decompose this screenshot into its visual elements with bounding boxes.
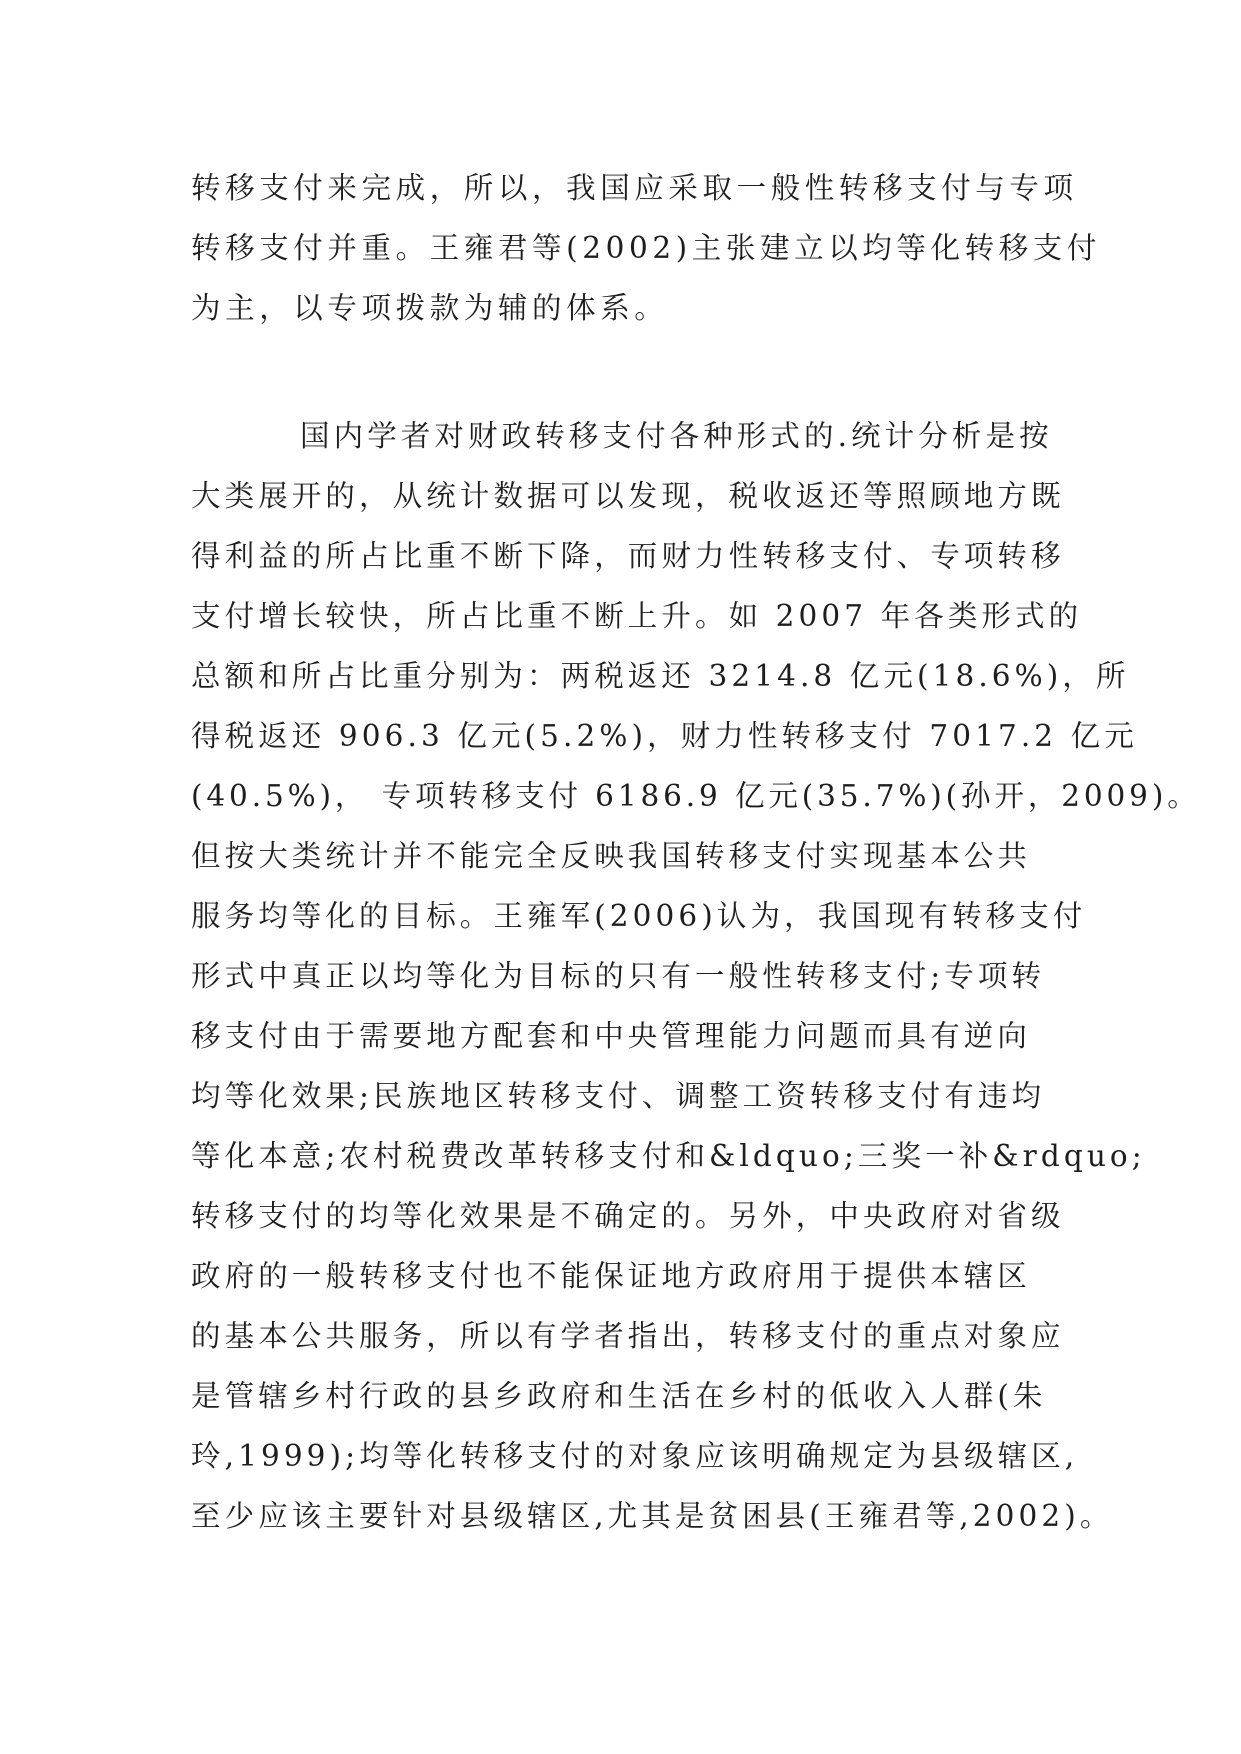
paragraph-line: (40.5%)， 专项转移支付 6186.9 亿元(35.7%)(孙开，2009)。	[191, 779, 1201, 813]
paragraph-line: 转移支付的均等化效果是不确定的。另外，中央政府对省级	[191, 1199, 1065, 1233]
paragraph-line: 得利益的所占比重不断下降，而财力性转移支付、专项转移	[191, 539, 1065, 573]
paragraph-line: 转移支付来完成，所以，我国应采取一般性转移支付与专项	[191, 171, 1078, 205]
paragraph-line: 是管辖乡村行政的县乡政府和生活在乡村的低收入人群(朱	[191, 1379, 1047, 1413]
paragraph-line: 转移支付并重。王雍君等(2002)主张建立以均等化转移支付	[191, 231, 1101, 265]
paragraph-line: 等化本意;农村税费改革转移支付和&ldquo;三奖一补&rdquo;	[191, 1139, 1146, 1173]
paragraph-line: 大类展开的，从统计数据可以发现，税收返还等照顾地方既	[191, 479, 1065, 513]
paragraph-line: 总额和所占比重分别为：两税返还 3214.8 亿元(18.6%)，所	[191, 659, 1130, 693]
paragraph-line: 形式中真正以均等化为目标的只有一般性转移支付;专项转	[191, 959, 1046, 993]
paragraph-line: 至少应该主要针对县级辖区,尤其是贫困县(王雍君等,2002)。	[191, 1499, 1114, 1533]
paragraph-line: 均等化效果;民族地区转移支付、调整工资转移支付有违均	[191, 1079, 1046, 1113]
paragraph-line: 但按大类统计并不能完全反映我国转移支付实现基本公共	[191, 839, 1032, 873]
paragraph-line: 服务均等化的目标。王雍军(2006)认为，我国现有转移支付	[191, 899, 1087, 933]
paragraph-line: 政府的一般转移支付也不能保证地方政府用于提供本辖区	[191, 1259, 1032, 1293]
paragraph-line: 得税返还 906.3 亿元(5.2%)，财力性转移支付 7017.2 亿元	[191, 719, 1138, 753]
paragraph-line: 国内学者对财政转移支付各种形式的.统计分析是按	[300, 419, 1053, 453]
paragraph-line: 玲,1999);均等化转移支付的对象应该明确规定为县级辖区,	[191, 1439, 1079, 1473]
paragraph-line: 的基本公共服务，所以有学者指出，转移支付的重点对象应	[191, 1319, 1065, 1353]
paragraph-line: 移支付由于需要地方配套和中央管理能力问题而具有逆向	[191, 1019, 1032, 1053]
paragraph-line: 为主，以专项拨款为辅的体系。	[191, 291, 669, 325]
paragraph-line: 支付增长较快，所占比重不断上升。如 2007 年各类形式的	[191, 599, 1083, 633]
